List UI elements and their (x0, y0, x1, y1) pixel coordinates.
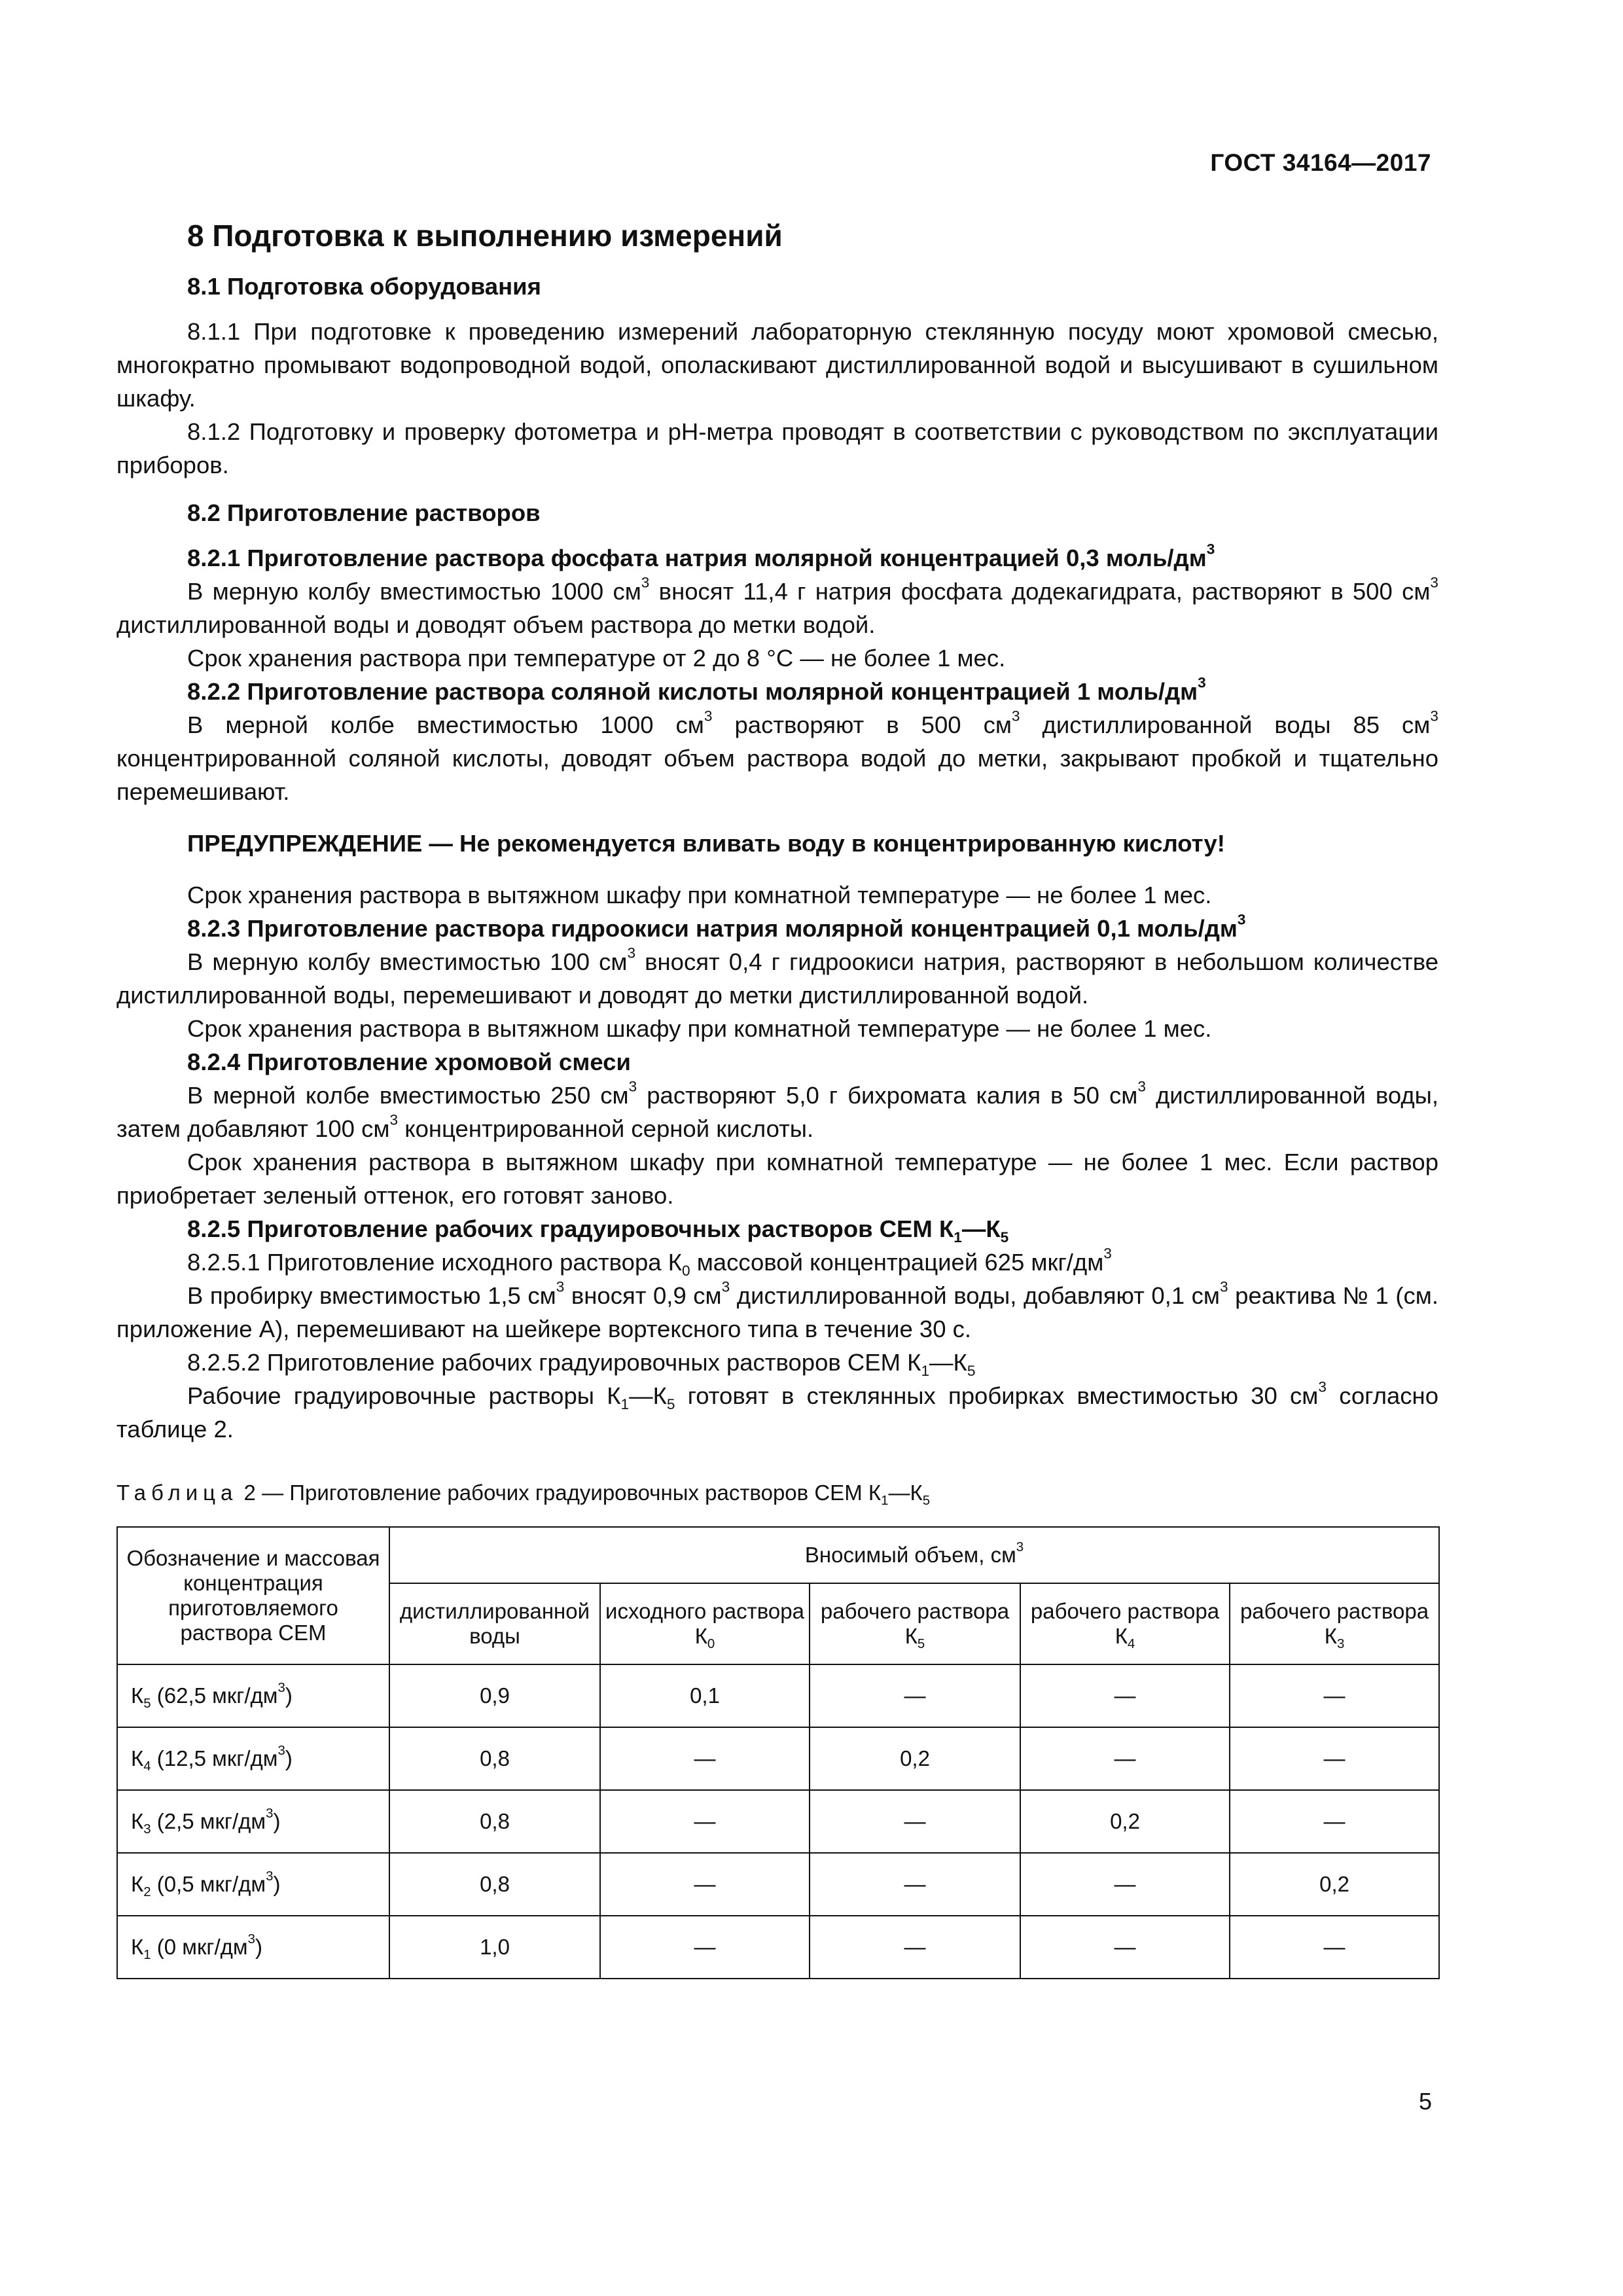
table-header-working-k5: рабочего раствора $К_5$ (810, 1583, 1020, 1664)
table-cell: — (1020, 1916, 1230, 1979)
warning-note: ПРЕДУПРЕЖДЕНИЕ — Не рекомендуется вливать воду в концентрированную кислоту! (187, 830, 1225, 857)
paragraph-8-2-5-2-title: 8.2.5.2 Приготовление рабочих градуировочных растворов СЕМ $К_1—К_5$ (187, 1349, 976, 1379)
table-row (117, 1727, 1439, 1790)
table-cell: — (1230, 1727, 1439, 1790)
table-cell: 0,9 (389, 1664, 600, 1727)
paragraph-8-2-1-storage: Срок хранения раствора при температуре от 2 до 8 °С — не более 1 мес. (187, 645, 1006, 672)
paragraph-8-2-3-body: В мерную колбу вместимостью 100 $см^3$ вносят 0,4 г гидроокиси натрия, растворяют в небольшом количестве дистиллированной воды, перемешивают и доводят до метки дистиллированной водой. (116, 944, 1438, 1009)
subsection-8-2-2-title: 8.2.2 Приготовление раствора соляной кислоты молярной концентрацией 1 моль/$дм^3$ (187, 674, 1206, 705)
table-row (117, 1853, 1439, 1916)
row-label: $К_1$ (0 мкг/$дм^3$) (117, 1916, 389, 1979)
paragraph-8-1-1: 8.1.1 При подготовке к проведению измерений лабораторную стеклянную посуду моют хромовой смесью, многократно промывают водопроводной водой, ополаскивают дистиллированной водой и высушивают в сушильном шкафу. (116, 318, 1438, 412)
subsection-8-2-1-title: 8.2.1 Приготовление раствора фосфата натрия молярной концентрацией 0,3 моль/$дм^3$ (187, 541, 1215, 571)
table-row (117, 1664, 1439, 1727)
table-cell: 0,8 (389, 1790, 600, 1853)
table-cell: — (810, 1853, 1020, 1916)
table-cell: — (1020, 1727, 1230, 1790)
paragraph-8-2-5-2-body: Рабочие градуировочные растворы $К_1—К_5$ готовят в стеклянных пробирках вместимостью 30 $см^3$ согласно таблице 2. (116, 1378, 1438, 1443)
table-cell: — (1230, 1790, 1439, 1853)
table-header-distilled-water: дистиллированной воды (389, 1583, 600, 1664)
paragraph-8-2-2-storage: Срок хранения раствора в вытяжном шкафу при комнатной температуре — не более 1 мес. (187, 882, 1212, 908)
table-cell: — (1020, 1664, 1230, 1727)
table-cell: — (600, 1727, 810, 1790)
paragraph-8-2-2-body: В мерной колбе вместимостью 1000 $см^3$ растворяют в 500 $см^3$ дистиллированной воды 85 $см^3$ концентрированной соляной кислоты, доводят объем раствора водой до метки, закрывают пробкой и тщательно перемешивают. (116, 708, 1438, 805)
subsection-8-2-5-title: 8.2.5 Приготовление рабочих градуировочных растворов СЕМ $К_1—К_5$ (187, 1215, 1009, 1246)
row-label: $К_2$ (0,5 мкг/$дм^3$) (117, 1853, 389, 1916)
table-cell: — (1020, 1853, 1230, 1916)
table-cell: 0,2 (1020, 1790, 1230, 1853)
table-row (117, 1790, 1439, 1853)
row-label: $К_4$ (12,5 мкг/$дм^3$) (117, 1727, 389, 1790)
table-cell: — (810, 1790, 1020, 1853)
subsection-8-2-title: 8.2 Приготовление растворов (187, 499, 541, 526)
subsection-8-2-3-title: 8.2.3 Приготовление раствора гидроокиси натрия молярной концентрацией 0,1 моль/$дм^3$ (187, 911, 1246, 942)
table-cell: — (1230, 1664, 1439, 1727)
table-row (117, 1916, 1439, 1979)
paragraph-8-2-1-body: В мерную колбу вместимостью 1000 $см^3$ вносят 11,4 г натрия фосфата додекагидрата, растворяют в 500 $см^3$ дистиллированной воды и доводят объем раствора до метки водой. (116, 574, 1439, 638)
paragraph-8-1-2: 8.1.2 Подготовку и проверку фотометра и pH-метра проводят в соответствии с руководством по эксплуатации приборов. (116, 418, 1438, 478)
table-cell: 0,2 (810, 1727, 1020, 1790)
paragraph-8-2-4-storage: Срок хранения раствора в вытяжном шкафу при комнатной температуре — не более 1 мес. Если раствор приобретает зеленый оттенок, его готовят заново. (116, 1149, 1438, 1209)
table-cell: 0,8 (389, 1853, 600, 1916)
table-cell: — (810, 1916, 1020, 1979)
document-body (116, 216, 1438, 1979)
calibration-table (116, 1526, 1440, 1979)
section-title: 8 Подготовка к выполнению измерений (187, 219, 783, 253)
table-caption: Таблица 2 — Приготовление рабочих градуировочных растворов СЕМ $К_1—К_5$ (116, 1480, 931, 1509)
table-header-designation: Обозначение и массовая концентрация приготовляемого раствора СЕМ (117, 1527, 389, 1664)
row-label: $К_3$ (2,5 мкг/$дм^3$) (117, 1790, 389, 1853)
document-id: ГОСТ 34164—2017 (1210, 149, 1431, 176)
paragraph-8-2-5-1-title: 8.2.5.1 Приготовление исходного раствора $К_0$ массовой концентрацией 625 мкг/$дм^3$ (187, 1245, 1112, 1279)
paragraph-8-2-4-body: В мерной колбе вместимостью 250 $см^3$ растворяют 5,0 г бихромата калия в 50 $см^3$ дистиллированной воды, затем добавляют 100 $см^3$ концентрированной серной кислоты. (116, 1078, 1439, 1142)
table-cell: 1,0 (389, 1916, 600, 1979)
subsection-8-1-title: 8.1 Подготовка оборудования (187, 273, 541, 300)
table-cell: — (600, 1853, 810, 1916)
page-number: 5 (1418, 2088, 1432, 2115)
table-cell: — (600, 1790, 810, 1853)
table-cell: 0,1 (600, 1664, 810, 1727)
table-header-working-k3: рабочего раствора $К_3$ (1230, 1583, 1439, 1664)
table-cell: 0,8 (389, 1727, 600, 1790)
table-cell: — (1230, 1916, 1439, 1979)
row-label: $К_5$ (62,5 мкг/$дм^3$) (117, 1664, 389, 1727)
table-header-working-k4: рабочего раствора $К_4$ (1020, 1583, 1230, 1664)
table-header-volume: Вносимый объем, $см^3$ (389, 1527, 1439, 1583)
paragraph-8-2-5-1-body: В пробирку вместимостью 1,5 $см^3$ вносят 0,9 $см^3$ дистиллированной воды, добавляют 0,1 $см^3$ реактива № 1 (см. приложение А), перемешивают на шейкере вортексного типа в течение 30 с. (116, 1278, 1438, 1342)
table-cell: — (810, 1664, 1020, 1727)
table-header-stock-k0: исходного раствора $К_0$ (600, 1583, 810, 1664)
paragraph-8-2-3-storage: Срок хранения раствора в вытяжном шкафу при комнатной температуре — не более 1 мес. (187, 1015, 1212, 1042)
subsection-8-2-4-title: 8.2.4 Приготовление хромовой смеси (187, 1049, 631, 1075)
table-cell: — (600, 1916, 810, 1979)
table-cell: 0,2 (1230, 1853, 1439, 1916)
